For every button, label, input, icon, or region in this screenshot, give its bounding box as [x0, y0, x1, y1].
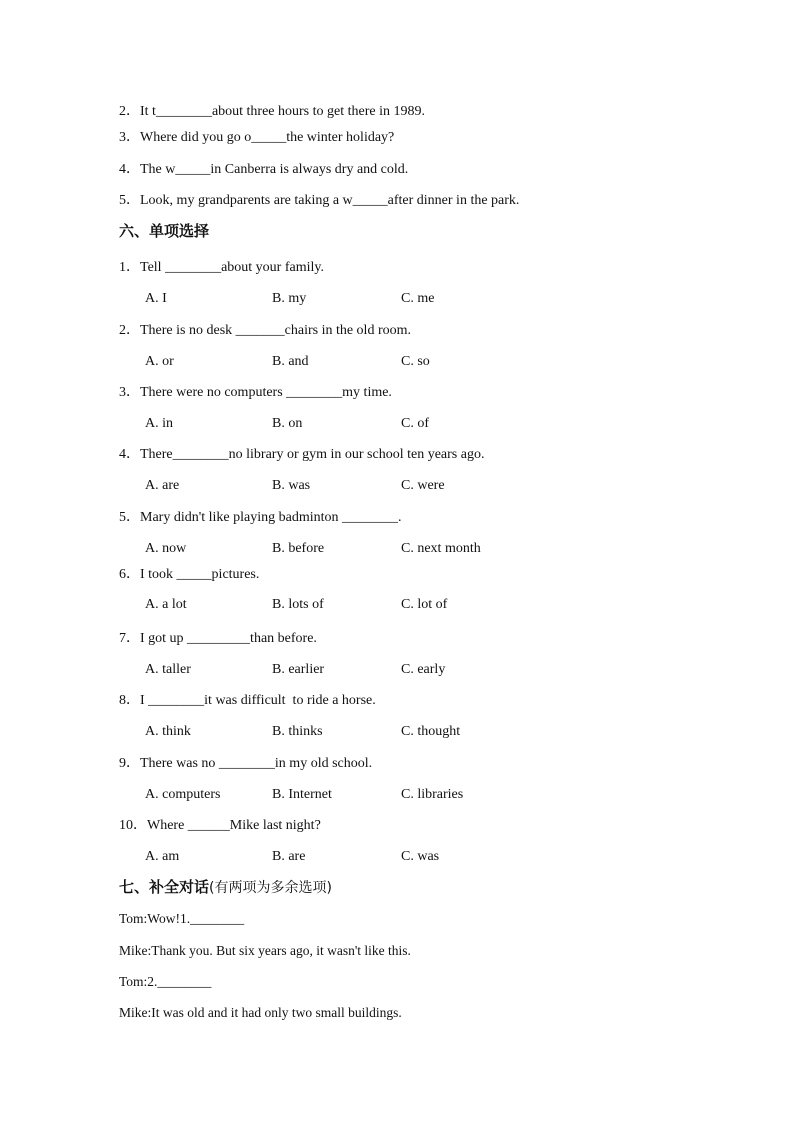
question-1-option-b: B. my	[272, 291, 307, 306]
question-5-option-c: C. next month	[401, 541, 481, 556]
dialogue-line-2: Mike:Thank you. But six years ago, it wasn't like this.	[119, 943, 411, 958]
fill-in-item-4: 4．The w_____in Canberra is always dry and cold.	[119, 162, 409, 177]
question-9: 9．There was no ________in my old school.	[119, 756, 373, 771]
question-1-option-c: C. me	[401, 291, 435, 306]
question-4-option-a: A. are	[145, 478, 180, 493]
question-1-option-a: A. I	[145, 291, 167, 306]
question-4: 4．There________no library or gym in our school ten years ago.	[119, 447, 485, 462]
section-7-note: (有两项为多余选项)	[209, 880, 332, 896]
dialogue-line-1: Tom:Wow!1.________	[119, 911, 245, 926]
question-4-option-b: B. was	[272, 478, 311, 493]
question-2-option-c: C. so	[401, 354, 430, 369]
question-2-option-a: A. or	[145, 354, 174, 369]
question-7-option-b: B. earlier	[272, 662, 325, 677]
question-8: 8．I ________it was difficult to ride a horse.	[119, 693, 376, 708]
question-7-option-a: A. taller	[145, 662, 191, 677]
question-3: 3．There were no computers ________my time.	[119, 385, 392, 400]
question-2-option-b: B. and	[272, 354, 309, 369]
question-5-option-b: B. before	[272, 541, 325, 556]
question-4-option-c: C. were	[401, 478, 445, 493]
question-5-option-a: A. now	[145, 541, 187, 556]
question-6-option-c: C. lot of	[401, 597, 448, 612]
question-8-option-b: B. thinks	[272, 724, 323, 739]
question-9-option-c: C. libraries	[401, 787, 464, 802]
dialogue-line-4: Mike:It was old and it had only two small buildings.	[119, 1005, 402, 1020]
fill-in-item-2: 2．It t________about three hours to get there in 1989.	[119, 104, 425, 119]
question-10: 10．Where ______Mike last night?	[119, 818, 321, 833]
question-6-option-a: A. a lot	[145, 597, 187, 612]
section-6-heading: 六、单项选择	[119, 222, 210, 240]
question-6-option-b: B. lots of	[272, 597, 324, 612]
question-10-option-a: A. am	[145, 849, 180, 864]
dialogue-line-3: Tom:2.________	[119, 974, 212, 989]
question-3-option-b: B. on	[272, 416, 303, 431]
question-10-option-b: B. are	[272, 849, 306, 864]
question-2: 2．There is no desk _______chairs in the old room.	[119, 323, 412, 338]
question-7-option-c: C. early	[401, 662, 446, 677]
fill-in-item-5: 5．Look, my grandparents are taking a w_____after dinner in the park.	[119, 193, 520, 208]
question-9-option-b: B. Internet	[272, 787, 332, 802]
fill-in-item-3: 3．Where did you go o_____the winter holiday?	[119, 130, 395, 145]
question-8-option-c: C. thought	[401, 724, 461, 739]
question-7: 7．I got up _________than before.	[119, 631, 317, 646]
question-1: 1．Tell ________about your family.	[119, 260, 324, 275]
section-7-heading	[119, 877, 332, 898]
question-6: 6．I took _____pictures.	[119, 567, 260, 582]
question-10-option-c: C. was	[401, 849, 440, 864]
question-5: 5．Mary didn't like playing badminton ________.	[119, 510, 402, 525]
question-8-option-a: A. think	[145, 724, 191, 739]
section-7-title: 七、补全对话	[119, 878, 210, 896]
question-3-option-a: A. in	[145, 416, 173, 431]
question-3-option-c: C. of	[401, 416, 429, 431]
question-9-option-a: A. computers	[145, 787, 221, 802]
